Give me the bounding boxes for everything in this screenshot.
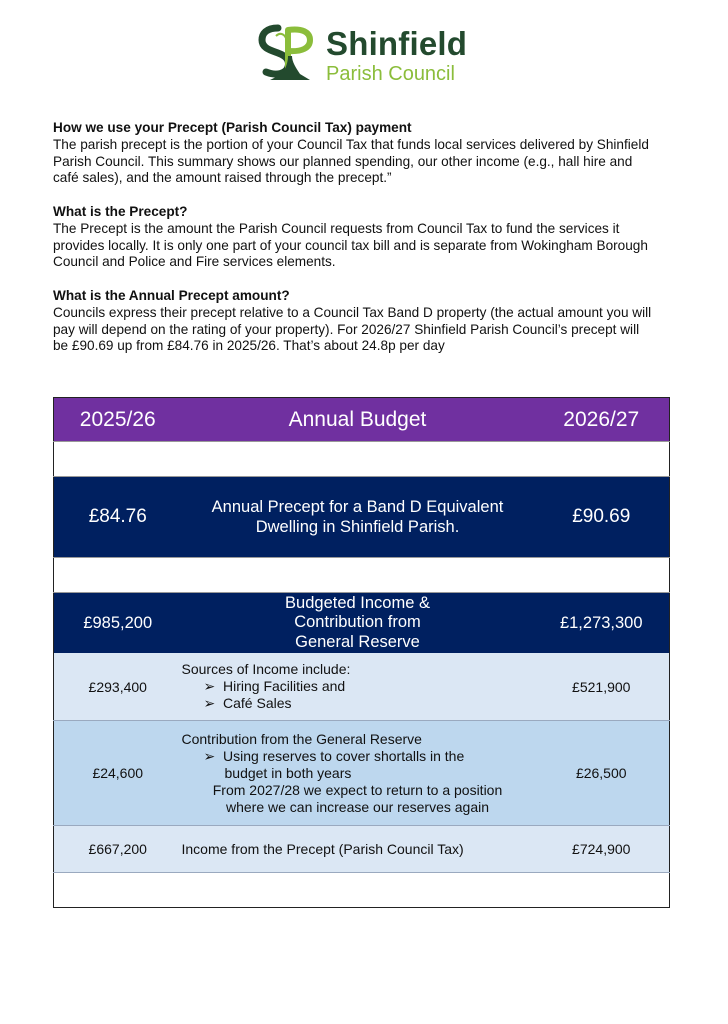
arrow-bullet-icon: ➢ (203, 695, 216, 711)
bullet-item (182, 678, 534, 695)
amount-2025: £985,200 (54, 593, 182, 654)
spacer-row (54, 442, 670, 477)
table-row-sources-of-income (54, 653, 670, 721)
amount-2026: £1,273,300 (534, 593, 670, 654)
amount-2026: £26,500 (534, 721, 670, 826)
desc-title: Sources of Income include: (181, 661, 351, 677)
arrow-bullet-icon: ➢ (203, 678, 216, 694)
desc-title: Contribution from the General Reserve (181, 730, 422, 747)
bullet-text: Using reserves to cover shortalls in the (223, 747, 465, 764)
amount-2026: £90.69 (534, 477, 670, 558)
reserve-note: where we can increase our reserves again (225, 798, 490, 815)
shinfield-sp-logo-mark (256, 22, 318, 84)
section-body: Councils express their precept relative to a Council Tax Band D property (the actual amount you will pay will depend on the rating of your property). For 2026/27 Shinfield Parish Council’s precept will be £90.69 up from £84.76 in 2025/26. That’s about 24.8p per day (53, 304, 652, 354)
desc-line: Dwelling in Shinfield Parish. (255, 518, 460, 536)
row-description (182, 653, 534, 721)
desc-line: Contribution from (294, 613, 421, 632)
header-title: Annual Budget (182, 398, 534, 442)
header-year-right: 2026/27 (534, 398, 670, 442)
logo (256, 22, 476, 86)
amount-2025: £24,600 (54, 721, 182, 826)
row-description (182, 477, 534, 558)
bullet-text: Hiring Facilities and (223, 678, 346, 694)
annual-budget-table (53, 397, 670, 908)
table-row-budgeted-income (54, 593, 670, 654)
desc-line: Annual Precept for a Band D Equivalent (211, 498, 504, 516)
bullet-item (182, 748, 534, 765)
arrow-bullet-icon: ➢ (203, 747, 216, 764)
desc-line: General Reserve (295, 632, 420, 651)
table-row-band-d-precept (54, 477, 670, 558)
bullet-continuation: budget in both years (224, 764, 352, 781)
bullet-item (182, 695, 534, 712)
section-what-is-precept (53, 204, 653, 271)
amount-2025: £84.76 (54, 477, 182, 558)
amount-2026: £521,900 (534, 653, 670, 721)
row-description (182, 721, 534, 826)
reserve-note: From 2027/28 we expect to return to a position (212, 781, 503, 798)
table-row-precept-income (54, 826, 670, 873)
bullet-text: Café Sales (223, 695, 292, 711)
logo-subtitle: Parish Council (326, 63, 455, 85)
section-how-we-use (53, 120, 653, 187)
logo-name: Shinfield (326, 25, 468, 62)
spacer-row (54, 873, 670, 908)
section-heading: What is the Annual Precept amount? (53, 288, 290, 303)
amount-2025: £293,400 (54, 653, 182, 721)
header-year-left: 2025/26 (54, 398, 182, 442)
spacer-row (54, 558, 670, 593)
section-body: The parish precept is the portion of your Council Tax that funds local services delivered by Shinfield Parish Council. This summary shows our planned spending, our other income (e.g., hall hire and café sales), and the amount raised through the precept.” (53, 136, 649, 186)
section-heading: How we use your Precept (Parish Council Tax) payment (53, 120, 412, 135)
desc-line: Budgeted Income & (285, 593, 430, 612)
table-row-general-reserve (54, 721, 670, 826)
row-description: Income from the Precept (Parish Council Tax) (182, 826, 534, 873)
row-description (182, 593, 534, 654)
amount-2025: £667,200 (54, 826, 182, 873)
section-annual-amount (53, 288, 653, 355)
table-header-row (54, 398, 670, 442)
amount-2026: £724,900 (534, 826, 670, 873)
section-body: The Precept is the amount the Parish Council requests from Council Tax to fund the services it provides locally. It is only one part of your council tax bill and is separate from Wokingham Borough Council and Police and Fire services elements. (53, 220, 648, 270)
section-heading: What is the Precept? (53, 204, 188, 219)
